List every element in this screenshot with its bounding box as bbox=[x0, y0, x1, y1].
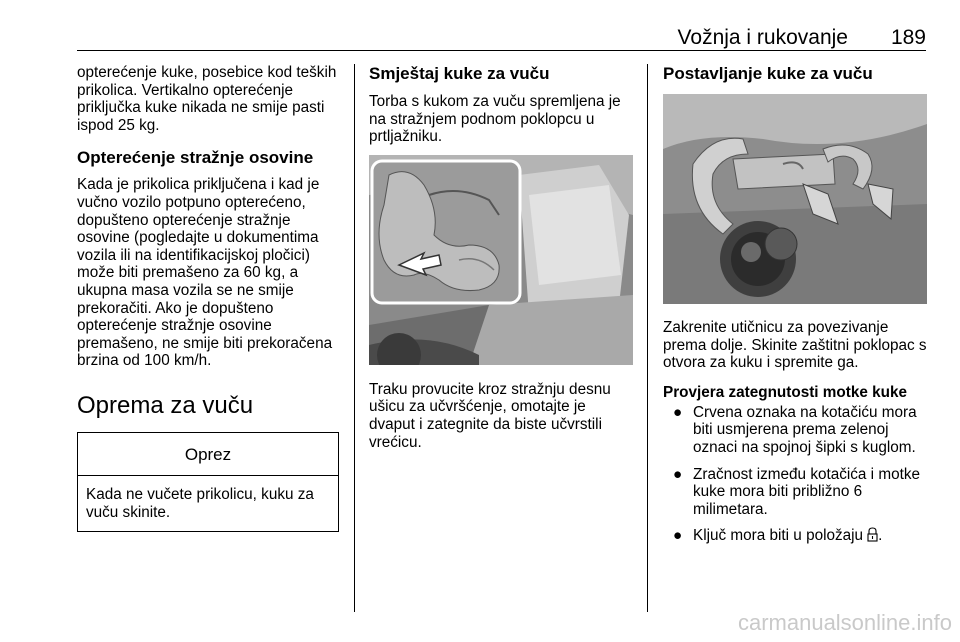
mounting-heading: Postavljanje kuke za vuču bbox=[663, 64, 873, 83]
column-1 bbox=[77, 64, 339, 532]
storage-caption: Traku provucite kroz stražnju desnu ušicu za učvršćenje, omotajte je dvaput i zategnite da biste učvrstili vrećicu. bbox=[369, 380, 611, 451]
section-title: Oprema za vuču bbox=[77, 391, 254, 419]
tow-bar-illustration bbox=[663, 94, 927, 304]
bullet-dot: ● bbox=[673, 403, 683, 421]
page-header bbox=[77, 26, 926, 51]
check-heading: Provjera zategnutosti motke kuke bbox=[663, 383, 907, 401]
chapter-title: Vožnja i rukovanje bbox=[677, 26, 848, 49]
mounting-caption: Zakrenite utičnicu za povezivanje prema dolje. Skinite zaštitni poklopac s otvora za kuku i spremite ga. bbox=[663, 319, 927, 372]
bullet-dot: ● bbox=[673, 527, 683, 545]
axle-load-paragraph: Kada je prikolica priključena i kad je vučno vozilo potpuno opterećeno, dopušteno opterećenje stražnje osovine (pogledajte u dokumentima vozila ili na identifikacijskoj pločici) može biti premašeno za 60 kg, a ukupna masa vozila se ne smije prekoračiti. Ako je dopušteno opterećenje stražnje osovine premašeno, ne smije biti prekoračena brzina od 100 km/h. bbox=[77, 176, 333, 370]
storage-heading: Smještaj kuke za vuču bbox=[369, 64, 550, 83]
list-item: ● Zračnost između kotačića i motke kuke mora biti približno 6 milimetara. bbox=[673, 465, 920, 518]
list-item: ● Crvena oznaka na kotačiću mora biti usmjerena prema zelenoj oznaci na spojnoj šipki s kuglom. bbox=[673, 403, 917, 456]
column-3 bbox=[663, 64, 927, 554]
page-number: 189 bbox=[890, 26, 926, 49]
lock-position-icon bbox=[867, 527, 878, 542]
caution-text: Kada ne vučete prikolicu, kuku za vuču skinite. bbox=[86, 485, 314, 521]
watermark: carmanualsonline.info bbox=[737, 610, 952, 635]
trunk-bag-illustration bbox=[369, 155, 633, 365]
caution-title: Oprez bbox=[78, 433, 338, 476]
column-divider bbox=[354, 64, 355, 612]
axle-load-heading: Opterećenje stražnje osovine bbox=[77, 148, 314, 168]
caution-box bbox=[77, 432, 339, 532]
column-2 bbox=[369, 64, 633, 451]
check-list bbox=[663, 404, 927, 545]
intro-paragraph: opterećenje kuke, posebice kod teških prikolica. Vertikalno opterećenje priključka kuke nikada ne smije pasti ispod 25 kg. bbox=[77, 64, 337, 134]
column-divider bbox=[647, 64, 648, 612]
bullet-dot: ● bbox=[673, 465, 683, 483]
storage-paragraph: Torba s kukom za vuču spremljena je na stražnjem podnom poklopcu u prtljažniku. bbox=[369, 93, 621, 146]
list-item: ● Ključ mora biti u položaju . bbox=[673, 527, 883, 545]
